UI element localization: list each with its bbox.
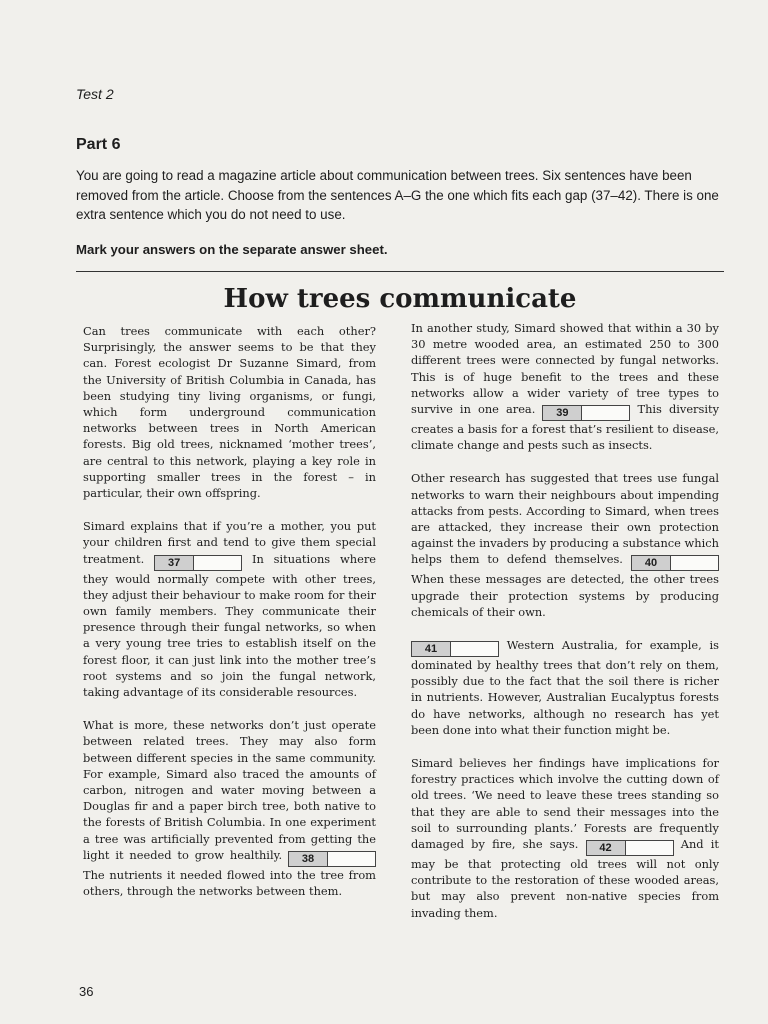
paragraph-text: When these messages are detected, the other trees upgrade their protection systems by producing chemicals of their own.: [411, 572, 719, 619]
part-title: Part 6: [76, 136, 121, 153]
article-paragraph: [83, 323, 376, 501]
paragraph-text: Simard explains that if you’re a mother, you put your children first and tend to give them special treatment.: [83, 519, 376, 566]
gap-number: 38: [289, 852, 328, 866]
test-label: Test 2: [76, 86, 114, 102]
paragraph-text: What is more, these networks don’t just operate between related trees. They may also form between different species in the same community. For example, Simard also traced the amounts of carbon, nitrogen and water moving between a Douglas fir and a paper birch tree, both native to the forests of British Columbia. In one experiment a tree was artificially prevented from getting the light it needed to grow healthily.: [83, 718, 376, 862]
article-paragraph: [411, 320, 719, 453]
paragraph-text: Western Australia, for example, is dominated by healthy trees that don’t rely on them, possibly due to the fact that the soil there is richer in nutrients. However, Australian Eucalyptus forests do have networks, although no research has yet been done into what their function might be.: [411, 638, 719, 737]
gap-number: 37: [155, 556, 194, 570]
paragraph-text: In situations where they would normally compete with other trees, they adjust their behaviour to make room for their own family members. They communicate their presence through their fungal networks, so when a very young tree tries to establish itself on the forest floor, it can just link into the mother tree’s root systems and so join the fungal network, taking advantage of its considerable resources.: [83, 551, 377, 700]
paragraph-text: Simard believes her findings have implications for forestry practices which involve the cutting down of old trees. ‘We need to leave these trees standing so that they are able to send their messages into the soil to surrounding plants.’ Forests are frequently damaged by fire, she says.: [411, 756, 719, 852]
article-headline: How trees communicate: [223, 284, 577, 314]
paragraph-text: Can trees communicate with each other? Surprisingly, the answer seems to be that they can. Forest ecologist Dr Suzanne Simard, from the University of British Columbia in Canada, has been studying tiny living organisms, or fungi, which form underground communication networks between trees in North American forests. Big old trees, nicknamed ‘mother trees’, are central to this network, playing a key role in supporting smaller trees in the forest – in particular, their own offspring.: [83, 324, 376, 501]
gap-42-answer-box[interactable]: [586, 840, 674, 856]
gap-39-answer-box[interactable]: [542, 405, 630, 421]
gap-37-answer-box[interactable]: [154, 555, 242, 571]
gap-number: 40: [632, 556, 671, 570]
article-paragraph: [411, 637, 719, 738]
divider: [76, 271, 724, 272]
gap-number: 41: [412, 642, 451, 656]
gap-41-answer-box[interactable]: [411, 641, 499, 657]
article-paragraph: [411, 755, 719, 921]
page-number: 36: [79, 984, 94, 999]
article-right-column: [411, 320, 719, 938]
paragraph-text: In another study, Simard showed that within a 30 by 30 metre wooded area, an estimated 250 to 300 different trees were connected by fungal networks. This is of huge benefit to the trees and these networks allow a wider variety of tree types to survive in one area.: [411, 321, 719, 417]
paragraph-text: And it may be that protecting old trees will not only contribute to the restoration of these wooded areas, but may also prevent non-native species from invading them.: [411, 837, 720, 920]
gap-38-answer-box[interactable]: [288, 851, 376, 867]
gap-number: 42: [587, 841, 626, 855]
paragraph-text: The nutrients it needed flowed into the tree from others, through the networks between them.: [83, 867, 376, 899]
article-paragraph: [83, 717, 376, 899]
mark-answers-note: Mark your answers on the separate answer sheet.: [76, 242, 388, 257]
article-paragraph: [83, 518, 376, 700]
paragraph-text: This diversity creates a basis for a forest that’s resilient to disease, climate change and pests such as insects.: [411, 402, 720, 453]
article-paragraph: [411, 470, 719, 620]
gap-40-answer-box[interactable]: [631, 555, 719, 571]
instructions: You are going to read a magazine article about communication between trees. Six sentences have been removed from the article. Choose from the sentences A–G the one which fits each gap (37–42). There is one extra sentence which you do not need to use.: [76, 168, 719, 222]
article-left-column: [83, 323, 376, 916]
gap-number: 39: [543, 406, 582, 420]
paragraph-text: Other research has suggested that trees use fungal networks to warn their neighbours about impending attacks from pests. According to Simard, when trees are attacked, they increase their own protection against the invaders by producing a substance which helps them to defend themselves.: [411, 471, 719, 567]
